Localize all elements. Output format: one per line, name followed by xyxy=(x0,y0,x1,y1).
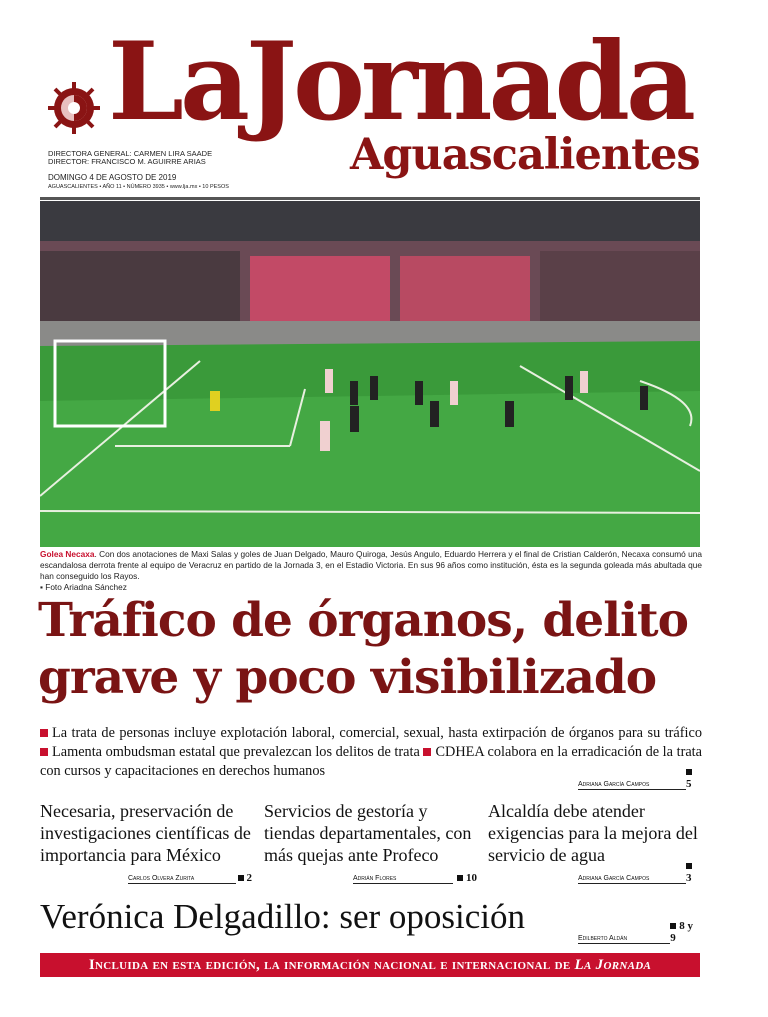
photo-credit-text: Foto Ariadna Sánchez xyxy=(45,582,127,592)
caption-lead: Golea Necaxa xyxy=(40,549,95,559)
bullet-icon xyxy=(40,729,48,737)
photo-caption xyxy=(40,549,702,593)
masthead-rule xyxy=(40,197,700,200)
story-byline-row xyxy=(353,870,477,884)
page-ref[interactable]: 5 xyxy=(686,766,700,790)
feature-byline-row xyxy=(578,920,700,944)
page-ref[interactable]: 10 xyxy=(457,872,477,884)
page-ref[interactable]: 2 xyxy=(238,872,253,884)
banner-text: Incluida en esta edición, la información nacional e internacional de xyxy=(88,957,575,973)
story-headline[interactable]: Necesaria, preservación de investigaciones científicas de importancia para México xyxy=(40,801,251,865)
story-headline[interactable]: Servicios de gestoría y tiendas departamentales, con más quejas ante Profeco xyxy=(264,801,472,865)
deck-item: CDHEA colabora en la erradicación de la trata con cursos y capacitaciones en derechos humanos xyxy=(40,744,703,779)
deck-item: Lamenta ombudsman estatal que prevalezcan los delitos de trata xyxy=(52,744,420,760)
issue-date: DOMINGO 4 DE AGOSTO DE 2019 xyxy=(48,173,177,182)
photo-credit: ▪ Foto Ariadna Sánchez xyxy=(40,582,127,592)
front-photo xyxy=(40,201,700,547)
page-ref[interactable]: 8 y 9 xyxy=(670,920,700,944)
page-ref[interactable]: 3 xyxy=(686,860,700,884)
lead-headline[interactable]: Tráfico de órganos, delito grave y poco visibilizado xyxy=(38,593,688,705)
director: DIRECTOR: FRANCISCO M. AGUIRRE ARIAS xyxy=(48,157,206,166)
masthead-subtitle: Aguascalientes xyxy=(350,130,700,180)
story-byline: Carlos Olvera Zurita xyxy=(128,875,236,884)
bullet-icon xyxy=(423,748,431,756)
director-general: DIRECTORA GENERAL: CARMEN LIRA SAADE xyxy=(48,149,213,158)
story-byline-row xyxy=(128,870,252,884)
edition-banner xyxy=(40,953,700,977)
caption-text: . Con dos anotaciones de Maxi Salas y goles de Juan Delgado, Mauro Quiroga, Jesús Angulo, Eduardo Herrera y el final de Cristian Calderón, Necaxa consumó una escandalosa derrota frente al equipo de Veracruz en partido de la Jornada 3, en el Estadio Victoria. En sus 96 años como institución, ésta es la segunda goleada más abultada que han conseguido los Rayos. xyxy=(40,549,702,581)
feature-byline: Edilberto Aldán xyxy=(578,935,670,944)
story-byline-row xyxy=(578,870,700,884)
story-byline: Adriana García Campos xyxy=(578,875,686,884)
sun-logo-icon xyxy=(46,80,102,136)
story-headline[interactable]: Alcaldía debe atender exigencias para la mejora del servicio de agua xyxy=(488,801,698,865)
bullet-icon xyxy=(40,748,48,756)
banner-brand: La Jornada xyxy=(574,957,652,973)
lead-byline: Adriana García Campos xyxy=(578,781,686,790)
masthead-logo: LaJornada xyxy=(108,19,692,145)
lead-byline-row xyxy=(578,766,700,790)
feature-headline[interactable]: Verónica Delgadillo: ser oposición xyxy=(40,897,526,936)
deck-item: La trata de personas incluye explotación laboral, comercial, sexual, hasta extirpación de órganos para su tráfico xyxy=(52,725,702,741)
story-byline: Adrián Flores xyxy=(353,875,453,884)
edition-line: AGUASCALIENTES • AÑO 11 • NÚMERO 3935 • www.lja.mx • 10 PESOS xyxy=(48,184,229,190)
